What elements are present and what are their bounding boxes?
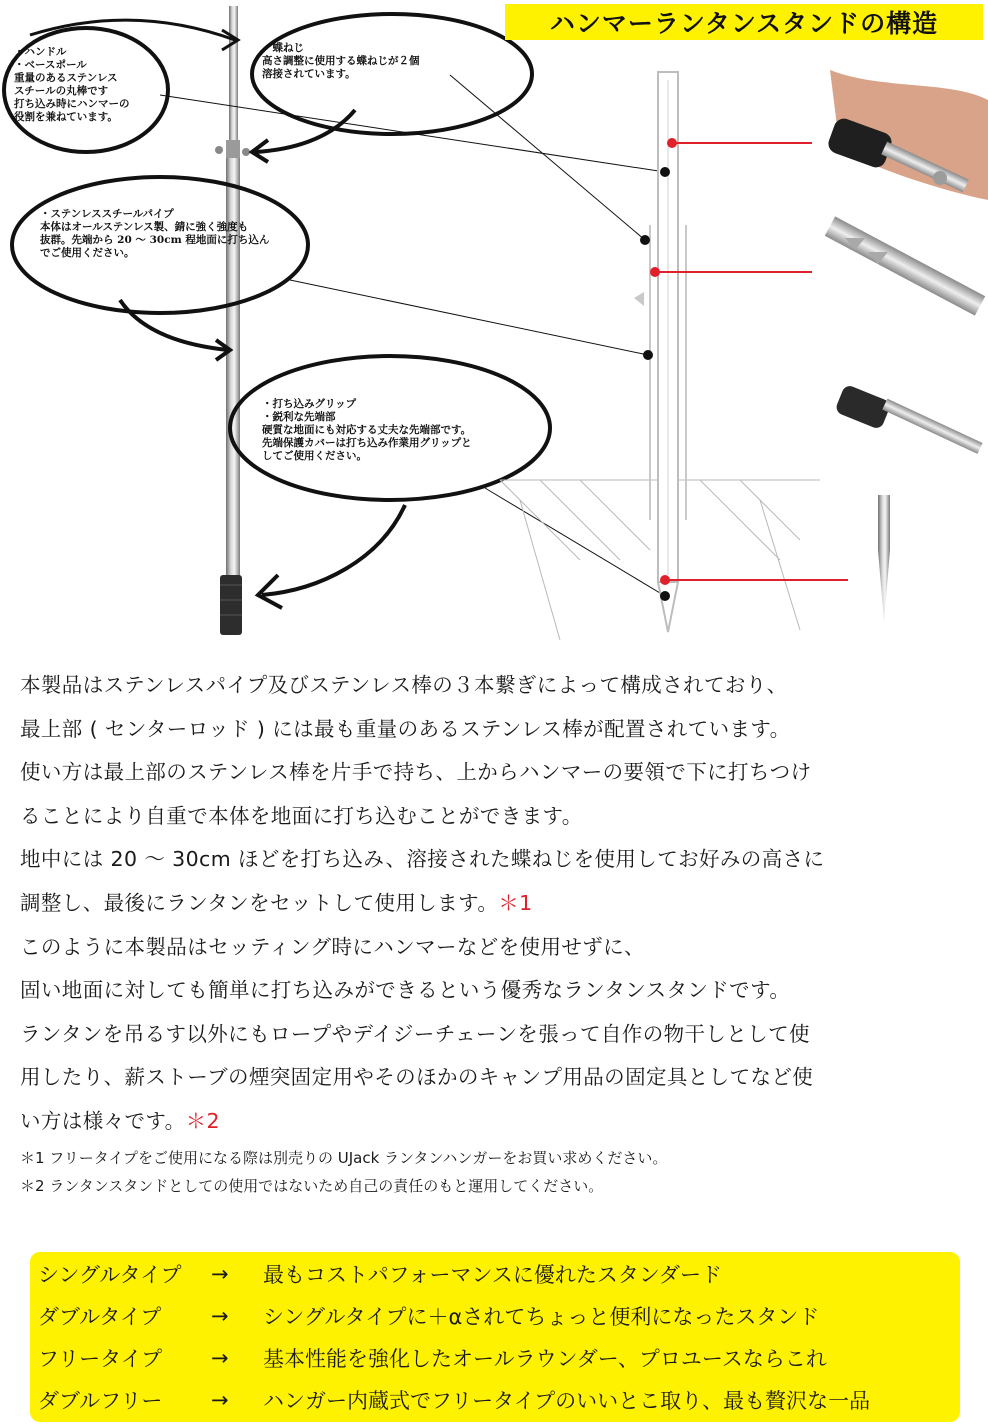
product-description bbox=[20, 664, 975, 1200]
callout-line: スチールの丸棒です bbox=[14, 85, 109, 97]
arrow-right-icon: → bbox=[211, 1388, 229, 1412]
callout-line: ・ベースポール bbox=[14, 59, 87, 71]
lineup-desc: 最もコストパフォーマンスに優れたスタンダード bbox=[263, 1263, 723, 1287]
detail-photo-handle bbox=[826, 70, 988, 200]
arrow-right-icon: → bbox=[211, 1262, 229, 1286]
detail-photo-tip bbox=[878, 495, 890, 622]
lineup-row-free bbox=[38, 1338, 827, 1378]
footnote-1: ＊1 フリータイプをご使用になる際は別売りの UJack ランタンハンガーをお買い求めください。 bbox=[20, 1148, 668, 1167]
description-line: 用したり、薪ストーブの煙突固定用やそのほかのキャンプ用品の固定具としてなど使 bbox=[20, 1065, 814, 1090]
detail-photo-wingnut bbox=[825, 216, 985, 315]
callout-line: 硬質な地面にも対応する丈夫な先端部です。 bbox=[262, 424, 472, 436]
arrow-right-icon: → bbox=[211, 1304, 229, 1328]
callout-line: 打ち込み時にハンマーの bbox=[14, 98, 130, 110]
callout-line: 溶接されています。 bbox=[262, 68, 356, 80]
pole-photo bbox=[215, 6, 250, 635]
callout-line: 高さ調整に使用する蝶ねじが２個 bbox=[262, 55, 420, 67]
callout-line: 先端保護カバーは打ち込み作業用グリップと bbox=[262, 437, 472, 449]
diagram-illustration bbox=[0, 0, 988, 650]
description-line: 本製品はステンレスパイプ及びステンレス棒の３本繋ぎによって構成されており、 bbox=[20, 673, 788, 697]
description-line: ることにより自重で本体を地面に打ち込むことができます。 bbox=[20, 803, 583, 828]
description-line: 使い方は最上部のステンレス棒を片手で持ち、上からハンマーの要領で下に打ちつけ bbox=[20, 760, 812, 785]
arrow-right-icon: → bbox=[211, 1346, 229, 1370]
lineup-row-single bbox=[38, 1254, 722, 1294]
callout-line: ・ステンレススチールパイプ bbox=[40, 208, 174, 220]
schematic-pole bbox=[634, 72, 686, 632]
callout-wingnut bbox=[262, 42, 420, 81]
description-line bbox=[20, 882, 975, 926]
callout-grip bbox=[262, 398, 472, 463]
description-line: 地中には 20 ～ 30cm ほどを打ち込み、溶接された蝶ねじを使用してお好みの高さに bbox=[20, 847, 825, 872]
callout-line: 重量のあるステンレス bbox=[14, 72, 118, 84]
callout-line: 役割を兼ねています。 bbox=[14, 111, 118, 123]
description-line bbox=[20, 1100, 975, 1144]
callout-pipe bbox=[40, 208, 269, 260]
callout-line: ・鋭利な先端部 bbox=[262, 411, 336, 423]
description-text: 調整し、最後にランタンをセットして使用します。 bbox=[20, 890, 499, 915]
lineup-desc: ハンガー内蔵式でフリータイプのいいとこ取り、最も贅沢な一品 bbox=[263, 1389, 871, 1413]
lineup-desc: シングルタイプに＋αされてちょっと便利になったスタンド bbox=[263, 1305, 820, 1329]
lineup-row-double-free bbox=[38, 1380, 870, 1420]
lineup-name: ダブルタイプ bbox=[38, 1305, 162, 1329]
lineup-name: フリータイプ bbox=[38, 1347, 163, 1371]
description-line: このように本製品はセッティング時にハンマーなどを使用せずに、 bbox=[20, 934, 645, 959]
callout-line: ・ハンドル bbox=[14, 46, 67, 58]
callout-line: 抜群。先端から 20 ～ 30cm 程地面に打ち込ん bbox=[40, 234, 270, 246]
diagram-title: ハンマーランタンスタンドの構造 bbox=[505, 4, 983, 40]
callout-line: ・打ち込みグリップ bbox=[262, 398, 357, 410]
description-line: 最上部 ( センターロッド ) には最も重量のあるステンレス棒が配置されています。 bbox=[20, 716, 791, 741]
callout-line: ・蝶ねじ bbox=[262, 42, 304, 54]
description-line: ランタンを吊るす以外にもロープやデイジーチェーンを張って自作の物干しとして使 bbox=[20, 1021, 810, 1046]
callout-line: してご使用ください。 bbox=[262, 450, 367, 462]
callout-line: でご使用ください。 bbox=[40, 247, 135, 259]
red-leaders bbox=[650, 138, 848, 585]
description-line: 固い地面に対しても簡単に打ち込みができるという優秀なランタンスタンドです。 bbox=[20, 978, 791, 1003]
structure-diagram bbox=[0, 0, 988, 650]
detail-photo-grip bbox=[834, 384, 982, 454]
note-mark-2: ＊2 bbox=[185, 1108, 220, 1133]
footnote-2: ＊2 ランタンスタンドとしての使用ではないため自己の責任のもと運用してください。 bbox=[20, 1176, 604, 1195]
note-mark-1: ＊1 bbox=[498, 890, 533, 915]
lineup-name: シングルタイプ bbox=[38, 1263, 182, 1287]
description-text: い方は様々です。 bbox=[20, 1108, 186, 1133]
callout-handle bbox=[14, 46, 130, 124]
lineup-desc: 基本性能を強化したオールラウンダー、プロユースならこれ bbox=[263, 1347, 827, 1371]
lineup-name: ダブルフリー bbox=[38, 1389, 163, 1413]
lineup-box bbox=[30, 1252, 960, 1422]
callout-line: 本体はオールステンレス製、錆に強く強度も bbox=[40, 221, 249, 233]
lineup-row-double bbox=[38, 1296, 819, 1336]
